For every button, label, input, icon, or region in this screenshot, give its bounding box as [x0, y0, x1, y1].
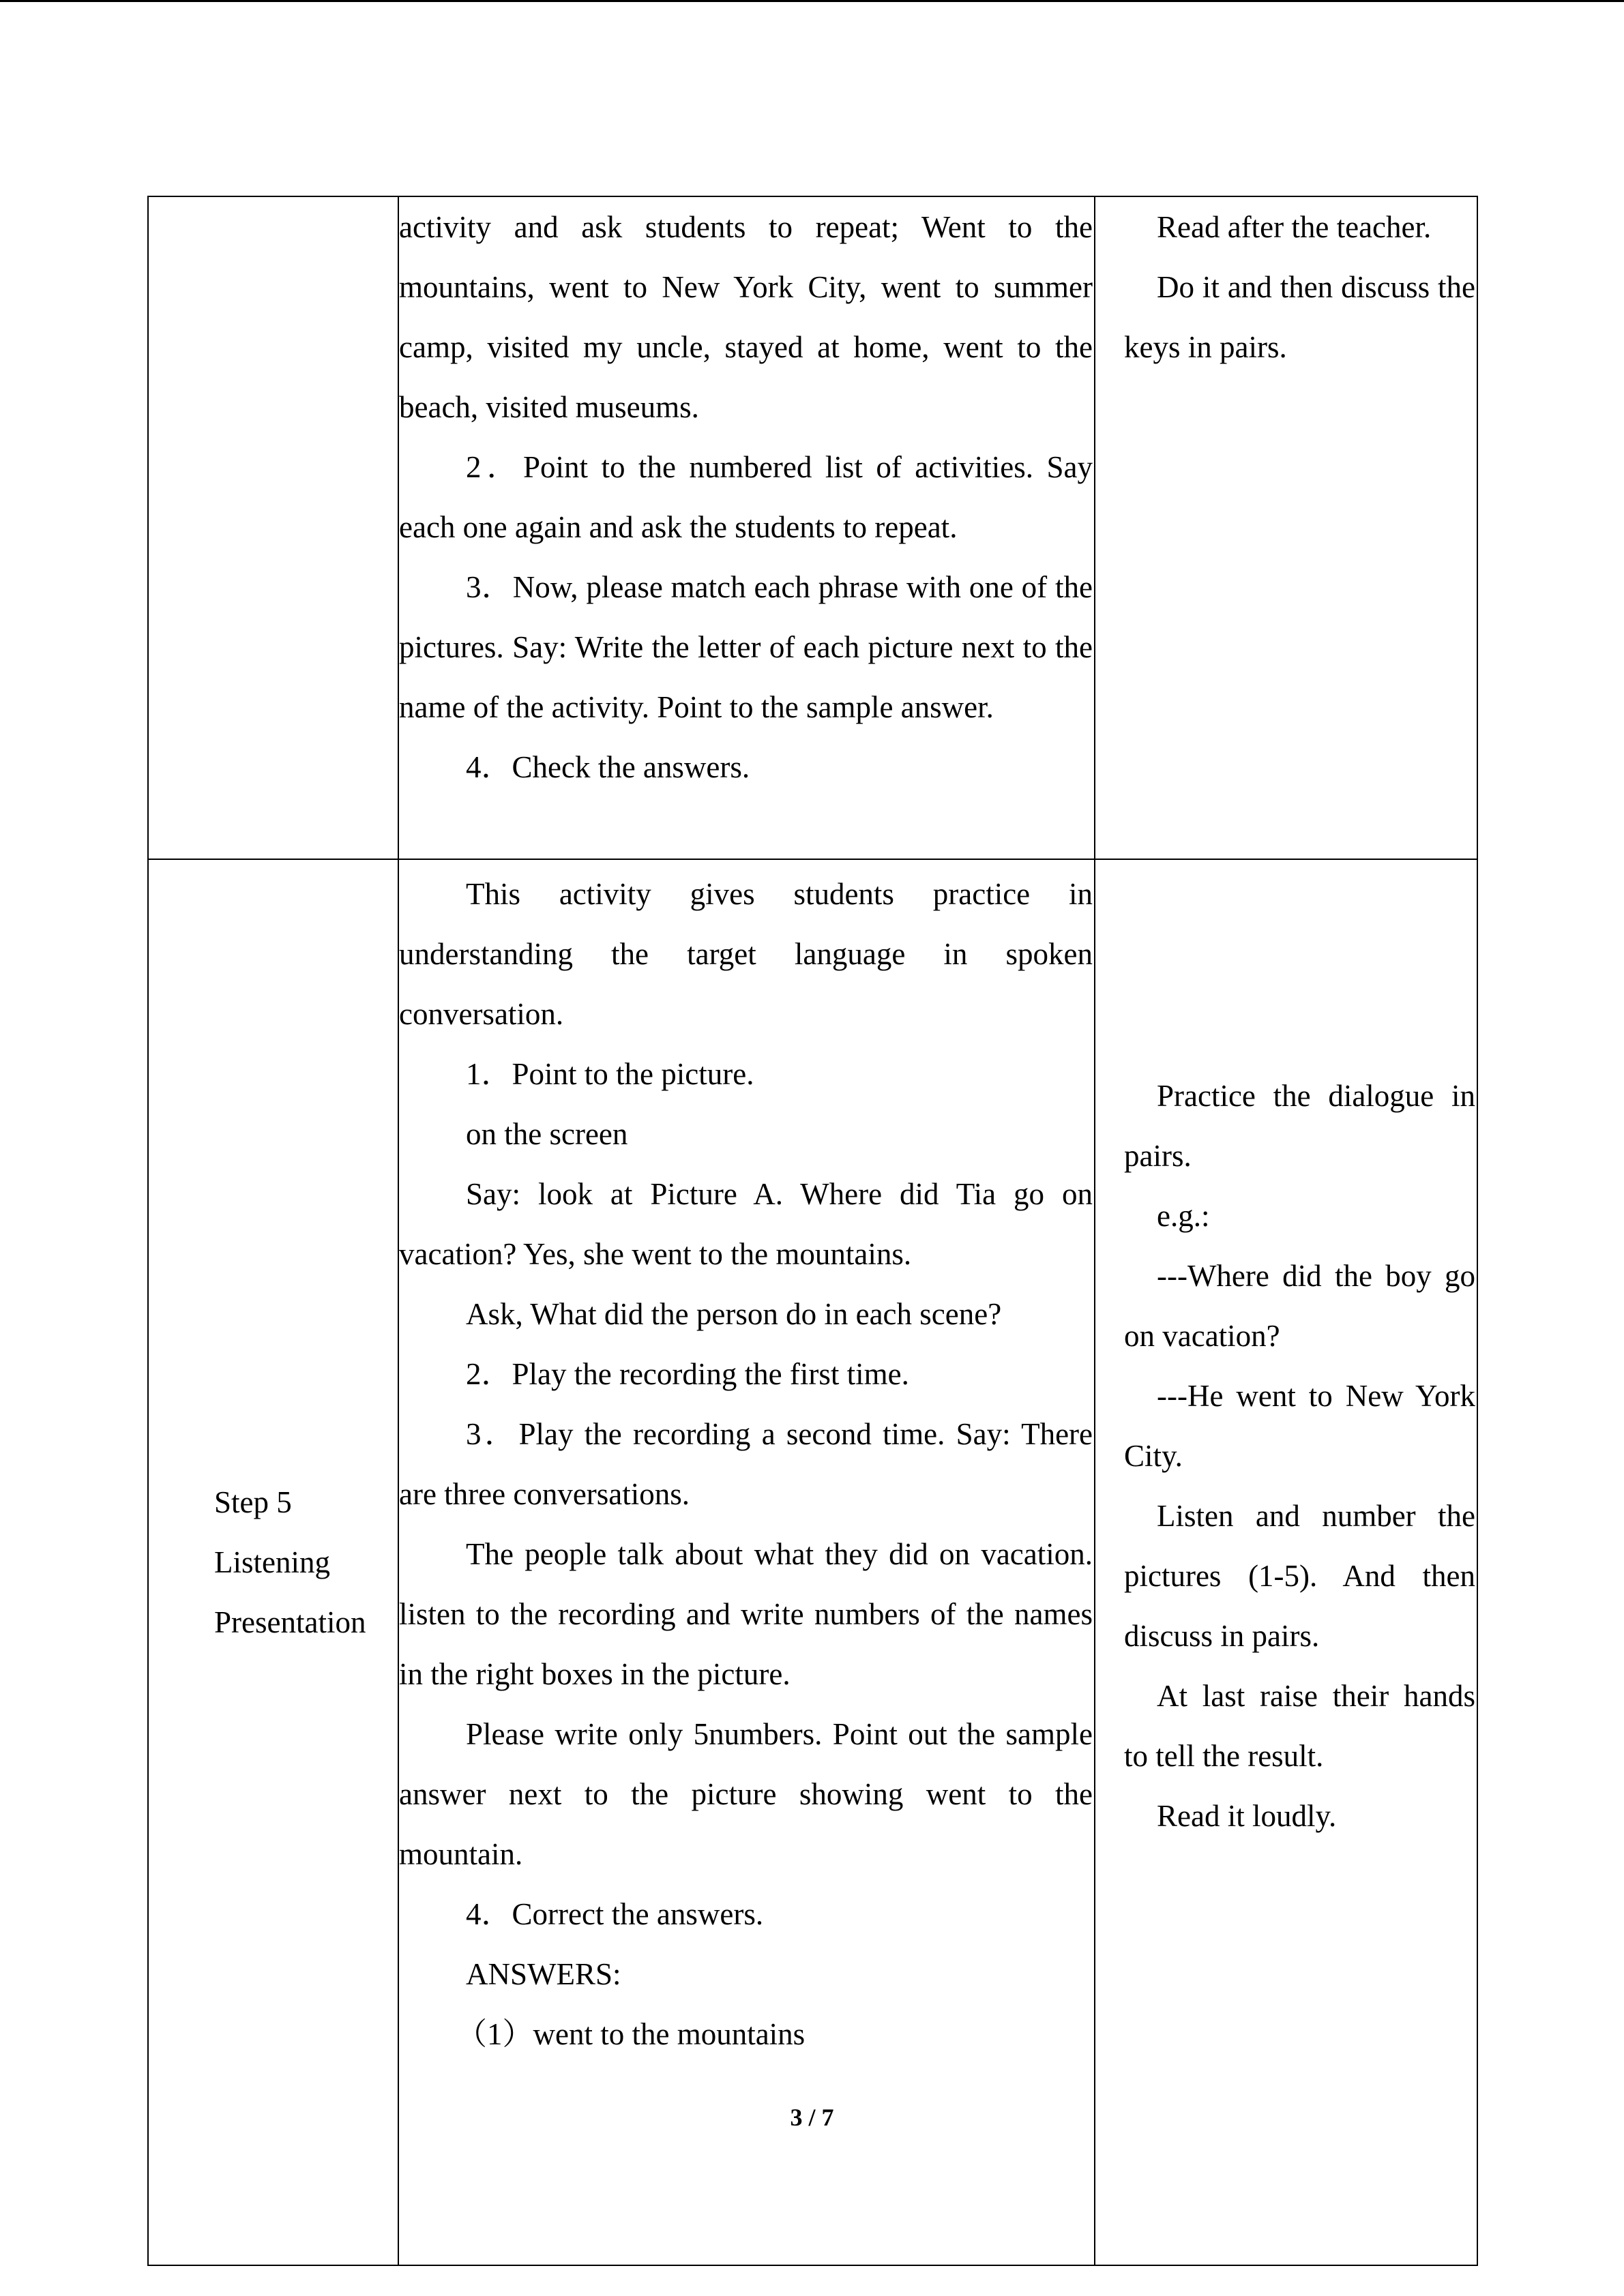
step-cell [148, 196, 398, 859]
step-number: Step 5 [214, 1485, 292, 1519]
teacher-activity-cell [398, 196, 1095, 859]
page-number: 3 / 7 [790, 2104, 834, 2131]
teacher-paragraph: ANSWERS: [466, 1957, 621, 1991]
teacher-paragraph: 1．Point to the picture. [466, 1057, 754, 1091]
step-title: Presentation [214, 1605, 366, 1639]
student-paragraph: Do it and then discuss the keys in pairs. [1124, 270, 1475, 364]
student-paragraph: At last raise their hands to tell the result. [1124, 1679, 1475, 1773]
teacher-paragraph: 2．Play the recording the first time. [466, 1357, 909, 1391]
teacher-paragraph: Ask, What did the person do in each scene? [466, 1297, 1002, 1331]
step-title: Listening [214, 1545, 330, 1579]
teacher-paragraph: The people talk about what they did on vacation. listen to the recording and write numbers of the names in the right boxes in the picture. [399, 1537, 1093, 1691]
teacher-paragraph: Please write only 5numbers. Point out the sample answer next to the picture showing went to the mountain. [399, 1717, 1093, 1871]
teacher-paragraph: 4．Correct the answers. [466, 1897, 764, 1931]
teacher-paragraph: 3．Now, please match each phrase with one of the pictures. Say: Write the letter of each picture next to the name of the activity. Point to the sample answer. [399, 570, 1093, 724]
table-row [148, 196, 1477, 859]
page-top-rule [0, 0, 1624, 2]
student-paragraph: ---Where did the boy go on vacation? [1124, 1259, 1475, 1353]
lesson-plan-table [147, 196, 1478, 2266]
student-paragraph: Read it loudly. [1157, 1799, 1337, 1833]
teacher-paragraph: 4．Check the answers. [466, 750, 750, 784]
teacher-paragraph: activity and ask students to repeat; Went to the mountains, went to New York City, went to summer camp, visited my uncle, stayed at home, went to the beach, visited museums. [399, 210, 1093, 424]
teacher-paragraph: 3．Play the recording a second time. Say: There are three conversations. [399, 1417, 1093, 1511]
student-activity-cell [1095, 859, 1477, 2265]
student-paragraph: ---He went to New York City. [1124, 1379, 1475, 1473]
student-activity-cell [1095, 196, 1477, 859]
student-paragraph: e.g.: [1157, 1199, 1210, 1233]
teacher-paragraph: Say: look at Picture A. Where did Tia go on vacation? Yes, she went to the mountains. [399, 1177, 1093, 1271]
student-paragraph: Listen and number the pictures (1-5). And then discuss in pairs. [1124, 1499, 1475, 1653]
teacher-paragraph: on the screen [466, 1117, 628, 1151]
teacher-paragraph: This activity gives students practice in understanding the target language in spoken conversation. [399, 877, 1093, 1031]
teacher-paragraph: （1）went to the mountains [456, 2017, 806, 2051]
student-paragraph: Practice the dialogue in pairs. [1124, 1079, 1475, 1173]
teacher-paragraph: 2．Point to the numbered list of activities. Say each one again and ask the students to repeat. [399, 450, 1093, 544]
student-paragraph: Read after the teacher. [1157, 210, 1432, 244]
step-cell [148, 859, 398, 2265]
teacher-activity-cell [398, 859, 1095, 2265]
table-row [148, 859, 1477, 2265]
